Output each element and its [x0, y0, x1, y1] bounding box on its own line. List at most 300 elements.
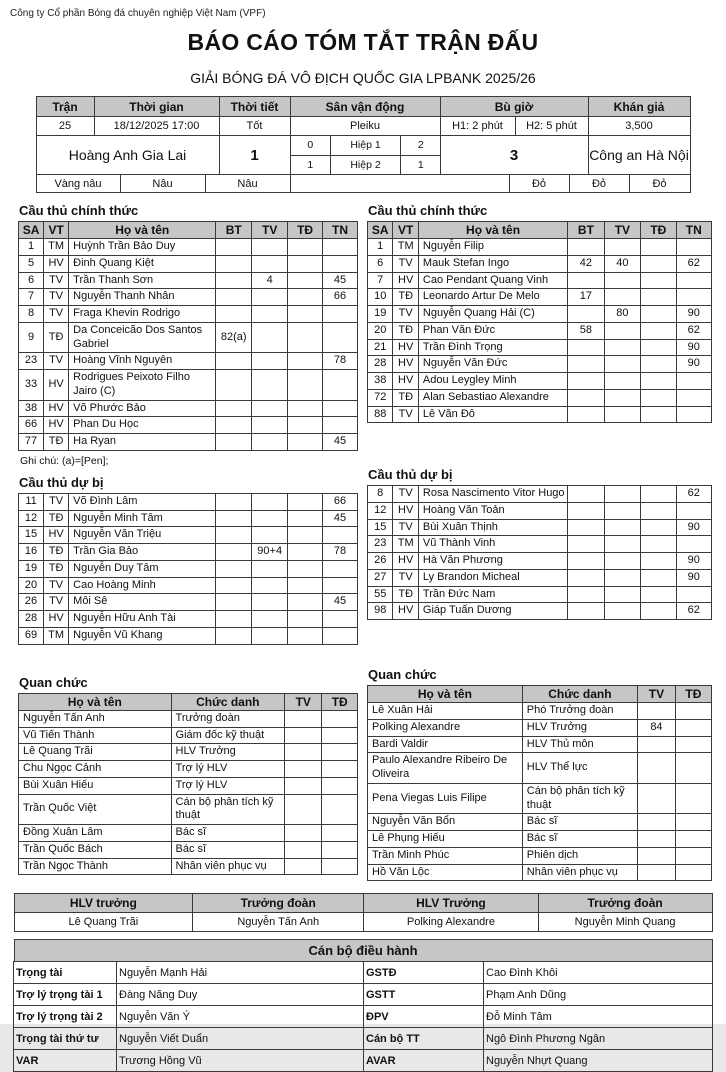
- cell-tn: [676, 239, 711, 256]
- cell-td: [322, 710, 358, 727]
- half1-label: Hiệp 1: [331, 136, 401, 155]
- cell-bt: [568, 339, 604, 356]
- cell-sa: 10: [368, 289, 393, 306]
- cell-td: [322, 841, 358, 858]
- cell-l1: Trợ lý trọng tài 1: [14, 984, 117, 1006]
- cell-name: Bùi Xuân Thịnh: [418, 519, 567, 536]
- table-row: [368, 831, 712, 848]
- away-starters-table: [367, 221, 712, 423]
- cell-vt: HV: [393, 272, 418, 289]
- score-row: [36, 136, 690, 175]
- cell-bt: [216, 560, 252, 577]
- home-kit-color-shorts: Nâu: [120, 175, 205, 193]
- cell-role: Nhân viên phục vụ: [522, 864, 637, 881]
- cell-bt: 82(a): [216, 322, 252, 353]
- cell-l2: AVAR: [364, 1050, 484, 1072]
- cell-tn: [323, 560, 358, 577]
- table-row: [19, 710, 358, 727]
- organization-name: Công ty Cổ phần Bóng đá chuyên nghiệp Việt Nam (VPF): [10, 8, 266, 19]
- cell-bt: [568, 389, 604, 406]
- cell-sa: 28: [19, 611, 44, 628]
- cell-vt: TV: [44, 577, 69, 594]
- away-score: 3: [440, 136, 588, 175]
- halves-score-cell: [290, 136, 440, 175]
- cell-v2: Phạm Anh Dũng: [484, 984, 713, 1006]
- table-row: [14, 962, 713, 984]
- table-row: [368, 864, 712, 881]
- cell-td: [322, 825, 358, 842]
- match-attendance: 3,500: [588, 117, 690, 136]
- cell-tv: [604, 239, 640, 256]
- cell-tv: 40: [604, 255, 640, 272]
- cell-td: [288, 400, 323, 417]
- table-row: [19, 434, 358, 451]
- cell-tn: 45: [323, 434, 358, 451]
- cell-bt: [216, 353, 252, 370]
- cell-role: Phó Trưởng đoàn: [522, 703, 637, 720]
- stoppage-h1: H1: 2 phút: [440, 117, 515, 136]
- cell-tn: 45: [323, 510, 358, 527]
- cell-name: Hà Văn Phương: [418, 553, 567, 570]
- cell-tv: [604, 289, 640, 306]
- table-row: [19, 594, 358, 611]
- cell-bt: [568, 239, 604, 256]
- cell-name: Paulo Alexandre Ribeiro De Oliveira: [368, 753, 523, 784]
- cell-vt: HV: [44, 370, 69, 401]
- cell-v1: Đàng Năng Duy: [117, 984, 364, 1006]
- cell-td: [322, 727, 358, 744]
- cell-tn: [323, 400, 358, 417]
- table-row: [368, 322, 712, 339]
- home-officials-title: Quan chức: [19, 674, 88, 690]
- cell-tv: [252, 239, 288, 256]
- cell-vt: HV: [44, 400, 69, 417]
- cell-sa: 19: [19, 560, 44, 577]
- table-row: [368, 519, 712, 536]
- half2-away-score: 1: [401, 155, 441, 174]
- cell-sa: 88: [368, 406, 393, 423]
- cell-tv: [252, 289, 288, 306]
- cell-name: Đinh Quang Kiệt: [69, 255, 216, 272]
- table-row: [19, 761, 358, 778]
- half2-label: Hiệp 2: [331, 155, 401, 174]
- cell-name: Bùi Xuân Hiếu: [19, 777, 172, 794]
- cell-name: Alan Sebastiao Alexandre: [418, 389, 567, 406]
- away-head-coach-label: HLV Trưởng: [364, 894, 539, 913]
- cell-bt: [568, 586, 604, 603]
- cell-bt: [216, 493, 252, 510]
- cell-vt: TM: [44, 627, 69, 644]
- cell-tv: [285, 794, 322, 825]
- cell-tv: [252, 577, 288, 594]
- referees-table: [13, 961, 713, 1072]
- cell-vt: TĐ: [44, 544, 69, 561]
- cell-name: Phan Du Học: [69, 417, 216, 434]
- cell-tv: [638, 783, 676, 814]
- cell-name: Bardi Valdir: [368, 736, 523, 753]
- cell-td: [641, 502, 676, 519]
- cell-name: Leonardo Artur De Melo: [418, 289, 567, 306]
- cell-td: [288, 577, 323, 594]
- cell-vt: TV: [393, 406, 418, 423]
- cell-name: Lê Văn Đô: [418, 406, 567, 423]
- cell-vt: TV: [44, 353, 69, 370]
- cell-tn: 90: [676, 356, 711, 373]
- cell-bt: [216, 577, 252, 594]
- table-row: [19, 510, 358, 527]
- cell-name: Nguyễn Minh Tâm: [69, 510, 216, 527]
- cell-tv: [285, 777, 322, 794]
- cell-v1: Nguyễn Văn Ý: [117, 1006, 364, 1028]
- cell-bt: [216, 400, 252, 417]
- cell-l1: Trọng tài thứ tư: [14, 1028, 117, 1050]
- col-header-match-no: Trận: [36, 97, 94, 117]
- cell-name: Trần Gia Bảo: [69, 544, 216, 561]
- table-row: [19, 527, 358, 544]
- cell-sa: 5: [19, 255, 44, 272]
- col-header-attendance: Khán giả: [588, 97, 690, 117]
- home-subs-title: Cầu thủ dự bị: [19, 474, 104, 490]
- cell-td: [288, 611, 323, 628]
- col-header-name: Họ và tên: [69, 222, 216, 239]
- cell-td: [322, 777, 358, 794]
- table-row: [368, 536, 712, 553]
- home-team-leader-label: Trưởng đoàn: [193, 894, 364, 913]
- cell-tn: [676, 536, 711, 553]
- col-header-name: Họ và tên: [418, 222, 567, 239]
- cell-tv: 84: [638, 719, 676, 736]
- match-info-table: [36, 96, 691, 175]
- cell-tv: [285, 744, 322, 761]
- cell-tv: [604, 406, 640, 423]
- cell-td: [288, 272, 323, 289]
- cell-name: Nguyễn Vũ Khang: [69, 627, 216, 644]
- cell-bt: [568, 406, 604, 423]
- player-table-header-row: [368, 222, 712, 239]
- cell-sa: 7: [19, 289, 44, 306]
- cell-bt: [216, 527, 252, 544]
- cell-name: Mauk Stefan Ingo: [418, 255, 567, 272]
- cell-name: Lê Quang Trãi: [19, 744, 172, 761]
- cell-tn: [323, 239, 358, 256]
- table-row: [19, 400, 358, 417]
- cell-name: Ly Brandon Micheal: [418, 569, 567, 586]
- cell-vt: TV: [44, 272, 69, 289]
- cell-tv: 90+4: [252, 544, 288, 561]
- cell-td: [675, 814, 711, 831]
- home-team-leader-name: Nguyễn Tấn Anh: [193, 913, 364, 932]
- home-subs-table: [18, 493, 358, 645]
- col-header-bt: BT: [216, 222, 252, 239]
- home-head-coach-label: HLV trưởng: [14, 894, 193, 913]
- cell-td: [675, 703, 711, 720]
- col-header-td: TĐ: [288, 222, 323, 239]
- cell-vt: HV: [44, 611, 69, 628]
- table-row: [368, 814, 712, 831]
- cell-tv: [604, 586, 640, 603]
- cell-td: [641, 603, 676, 620]
- cell-tv: [252, 255, 288, 272]
- cell-tv: [252, 322, 288, 353]
- kit-colors-spacer: [290, 175, 509, 193]
- cell-bt: [568, 603, 604, 620]
- cell-name: Cao Hoàng Minh: [69, 577, 216, 594]
- cell-sa: 26: [19, 594, 44, 611]
- table-row: [368, 289, 712, 306]
- cell-tn: [676, 289, 711, 306]
- cell-role: Trưởng đoàn: [171, 710, 285, 727]
- away-officials-table: [367, 685, 712, 881]
- cell-sa: 20: [19, 577, 44, 594]
- cell-role: HLV Thủ môn: [522, 736, 637, 753]
- col-header-tn: TN: [676, 222, 711, 239]
- cell-tv: [638, 847, 676, 864]
- cell-td: [641, 306, 676, 323]
- cell-tv: [285, 761, 322, 778]
- cell-tv: [604, 536, 640, 553]
- cell-sa: 1: [368, 239, 393, 256]
- match-number: 25: [36, 117, 94, 136]
- cell-tn: 45: [323, 272, 358, 289]
- col-header-official-td: TĐ: [675, 686, 711, 703]
- cell-bt: [568, 272, 604, 289]
- cell-v1: Nguyễn Mạnh Hải: [117, 962, 364, 984]
- table-row: [19, 255, 358, 272]
- cell-tn: [676, 586, 711, 603]
- cell-l1: Trợ lý trọng tài 2: [14, 1006, 117, 1028]
- cell-sa: 9: [19, 322, 44, 353]
- away-head-coach-name: Polking Alexandre: [364, 913, 539, 932]
- cell-name: Hoàng Văn Toản: [418, 502, 567, 519]
- cell-name: Vũ Thành Vinh: [418, 536, 567, 553]
- cell-name: Cao Pendant Quang Vinh: [418, 272, 567, 289]
- cell-tn: [676, 373, 711, 390]
- cell-tv: [604, 553, 640, 570]
- cell-sa: 69: [19, 627, 44, 644]
- coaches-header-row: [14, 894, 712, 913]
- cell-bt: [568, 502, 604, 519]
- table-row: [19, 560, 358, 577]
- cell-role: Nhân viên phục vụ: [171, 858, 285, 875]
- report-title: BÁO CÁO TÓM TẮT TRẬN ĐẤU: [187, 29, 539, 55]
- cell-tn: 45: [323, 594, 358, 611]
- cell-sa: 21: [368, 339, 393, 356]
- match-weather: Tốt: [219, 117, 290, 136]
- home-starters-table: [18, 221, 358, 451]
- cell-td: [288, 560, 323, 577]
- cell-name: Trần Quốc Việt: [19, 794, 172, 825]
- table-row: [19, 794, 358, 825]
- away-subs-table: [367, 485, 712, 620]
- cell-bt: [568, 356, 604, 373]
- col-header-official-name: Họ và tên: [19, 693, 172, 710]
- cell-role: Phiên dịch: [522, 847, 637, 864]
- cell-tv: [285, 841, 322, 858]
- away-team-leader-name: Nguyễn Minh Quang: [538, 913, 712, 932]
- home-score: 1: [219, 136, 290, 175]
- cell-vt: TĐ: [44, 510, 69, 527]
- cell-sa: 12: [368, 502, 393, 519]
- cell-name: Da Conceicão Dos Santos Gabriel: [69, 322, 216, 353]
- col-header-tv: TV: [252, 222, 288, 239]
- cell-l2: Cán bộ TT: [364, 1028, 484, 1050]
- table-row: [19, 627, 358, 644]
- cell-name: Hồ Văn Lộc: [368, 864, 523, 881]
- cell-bt: [568, 306, 604, 323]
- cell-td: [641, 289, 676, 306]
- cell-sa: 6: [368, 255, 393, 272]
- match-stadium: Pleiku: [290, 117, 440, 136]
- cell-tv: [604, 486, 640, 503]
- cell-v2: Cao Đình Khôi: [484, 962, 713, 984]
- cell-sa: 19: [368, 306, 393, 323]
- cell-td: [641, 519, 676, 536]
- cell-role: Bác sĩ: [171, 825, 285, 842]
- teams-columns: [18, 195, 712, 881]
- cell-tv: [604, 519, 640, 536]
- cell-tv: [604, 389, 640, 406]
- cell-sa: 12: [19, 510, 44, 527]
- home-officials-section: [18, 675, 358, 876]
- cell-sa: 20: [368, 322, 393, 339]
- cell-sa: 72: [368, 389, 393, 406]
- cell-vt: TM: [44, 239, 69, 256]
- cell-td: [288, 255, 323, 272]
- cell-bt: [216, 417, 252, 434]
- cell-name: Võ Phước Bảo: [69, 400, 216, 417]
- cell-td: [288, 434, 323, 451]
- cell-role: Giám đốc kỹ thuật: [171, 727, 285, 744]
- cell-bt: [568, 536, 604, 553]
- cell-name: Nguyễn Quang Hải (C): [418, 306, 567, 323]
- cell-vt: TĐ: [393, 289, 418, 306]
- table-row: [19, 841, 358, 858]
- cell-bt: [568, 519, 604, 536]
- away-starters-title: Cầu thủ chính thức: [368, 203, 488, 218]
- cell-l2: GSTT: [364, 984, 484, 1006]
- cell-name: Giáp Tuấn Dương: [418, 603, 567, 620]
- cell-vt: HV: [393, 603, 418, 620]
- cell-role: Bác sĩ: [522, 814, 637, 831]
- away-subs-section: [367, 467, 712, 659]
- col-header-official-name: Họ và tên: [368, 686, 523, 703]
- cell-name: Nguyễn Filip: [418, 239, 567, 256]
- cell-role: Cán bộ phân tích kỹ thuật: [171, 794, 285, 825]
- cell-tn: [676, 389, 711, 406]
- cell-vt: HV: [393, 502, 418, 519]
- cell-td: [641, 586, 676, 603]
- cell-vt: TV: [44, 306, 69, 323]
- cell-vt: TĐ: [393, 586, 418, 603]
- cell-tv: [285, 858, 322, 875]
- table-row: [368, 356, 712, 373]
- cell-tn: [323, 417, 358, 434]
- cell-tn: 62: [676, 486, 711, 503]
- cell-bt: [216, 627, 252, 644]
- cell-tv: [638, 753, 676, 784]
- cell-name: Polking Alexandre: [368, 719, 523, 736]
- cell-tv: [604, 272, 640, 289]
- cell-v2: Ngô Đình Phương Ngân: [484, 1028, 713, 1050]
- cell-td: [322, 744, 358, 761]
- cell-name: Trần Ngọc Thành: [19, 858, 172, 875]
- half2-home-score: 1: [291, 155, 331, 174]
- cell-sa: 66: [19, 417, 44, 434]
- cell-tv: [252, 370, 288, 401]
- half1-home-score: 0: [291, 136, 331, 155]
- cell-bt: [568, 553, 604, 570]
- table-row: [368, 586, 712, 603]
- kit-colors-row: [36, 175, 690, 193]
- cell-tn: 62: [676, 255, 711, 272]
- cell-name: Huỳnh Trần Bảo Duy: [69, 239, 216, 256]
- cell-td: [641, 569, 676, 586]
- cell-tn: 90: [676, 306, 711, 323]
- cell-td: [288, 370, 323, 401]
- cell-tn: 78: [323, 353, 358, 370]
- cell-sa: 6: [19, 272, 44, 289]
- cell-tn: 66: [323, 289, 358, 306]
- away-team-column: [367, 195, 712, 881]
- cell-name: Vũ Tiến Thành: [19, 727, 172, 744]
- cell-sa: 15: [19, 527, 44, 544]
- away-kit-color-socks: Đỏ: [629, 175, 690, 193]
- stoppage-h2: H2: 5 phút: [515, 117, 588, 136]
- table-row: [14, 1050, 713, 1072]
- table-row: [19, 727, 358, 744]
- player-table-header-row: [19, 222, 358, 239]
- match-info-header-row: [36, 97, 690, 117]
- cell-v2: Nguyễn Nhựt Quang: [484, 1050, 713, 1072]
- cell-vt: TV: [44, 289, 69, 306]
- cell-td: [675, 753, 711, 784]
- cell-vt: TM: [393, 239, 418, 256]
- cell-tv: [604, 356, 640, 373]
- cell-sa: 11: [19, 493, 44, 510]
- cell-tv: [638, 831, 676, 848]
- cell-tv: [252, 594, 288, 611]
- table-row: [368, 603, 712, 620]
- col-header-official-role: Chức danh: [522, 686, 637, 703]
- home-kit-color-shirt: Vàng nâu: [36, 175, 120, 193]
- cell-tv: [638, 736, 676, 753]
- cell-tn: [676, 406, 711, 423]
- cell-td: [675, 864, 711, 881]
- cell-sa: 23: [368, 536, 393, 553]
- cell-sa: 8: [19, 306, 44, 323]
- cell-name: Pena Viegas Luis Filipe: [368, 783, 523, 814]
- cell-name: Chu Ngọc Cảnh: [19, 761, 172, 778]
- cell-name: Fraga Khevin Rodrigo: [69, 306, 216, 323]
- table-row: [14, 1028, 713, 1050]
- cell-sa: 1: [19, 239, 44, 256]
- cell-name: Nguyễn Hữu Anh Tài: [69, 611, 216, 628]
- cell-v1: Trương Hồng Vũ: [117, 1050, 364, 1072]
- cell-bt: [568, 569, 604, 586]
- cell-sa: 28: [368, 356, 393, 373]
- cell-sa: 16: [19, 544, 44, 561]
- cell-name: Trần Minh Phúc: [368, 847, 523, 864]
- home-team-column: [18, 195, 358, 881]
- table-row: [368, 373, 712, 390]
- cell-sa: 8: [368, 486, 393, 503]
- cell-tv: [604, 339, 640, 356]
- table-row: [19, 306, 358, 323]
- cell-tn: [323, 627, 358, 644]
- cell-td: [641, 255, 676, 272]
- col-header-datetime: Thời gian: [94, 97, 219, 117]
- cell-tv: [638, 814, 676, 831]
